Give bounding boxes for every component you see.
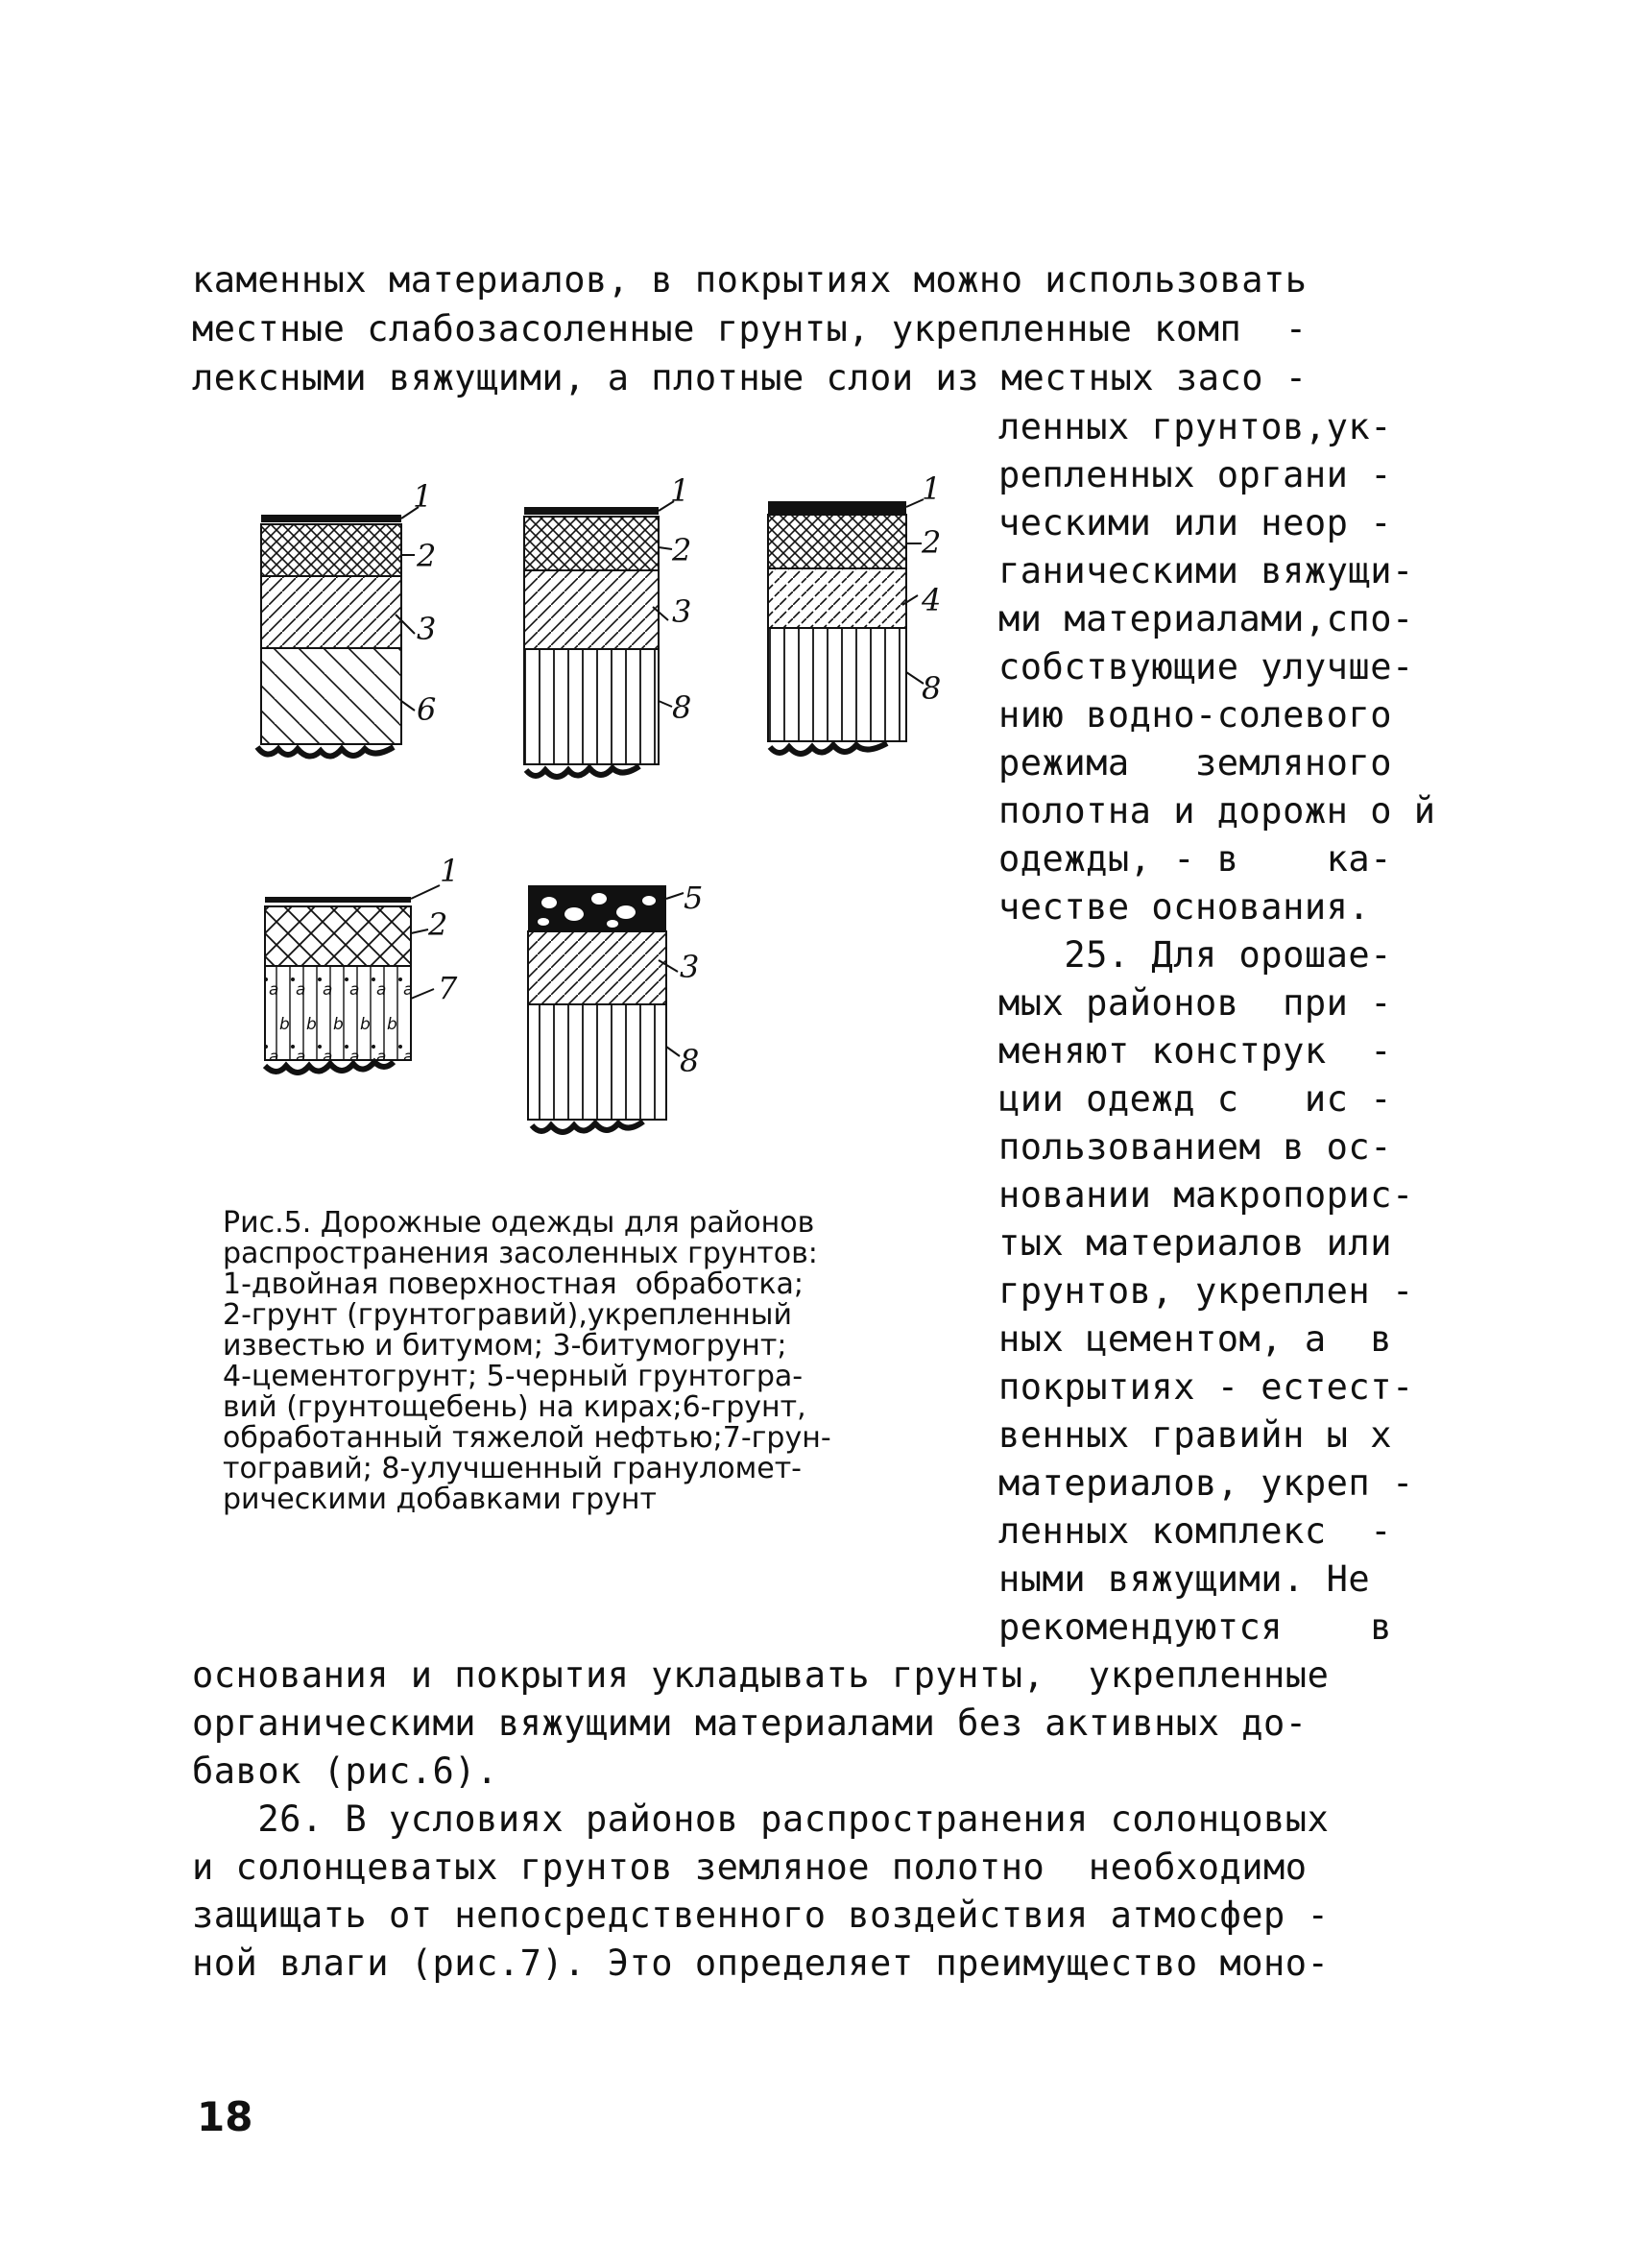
- text-line: собствующие улучше-: [998, 646, 1414, 688]
- text-line: материалов, укреп -: [998, 1462, 1414, 1504]
- text-line: грунтов, укреплен -: [998, 1270, 1414, 1312]
- caption-line: 2-грунт (грунтогравий),укрепленный: [223, 1298, 792, 1332]
- text-line: покрытиях - естест-: [998, 1366, 1414, 1408]
- text-line: ми материалами,спо-: [998, 598, 1414, 639]
- layer-label: 2: [417, 538, 437, 574]
- text-line: ленных грунтов,ук-: [998, 406, 1392, 447]
- text-line: нию водно-солевого: [998, 694, 1392, 736]
- layer-label: 1: [670, 472, 690, 509]
- section-1: [257, 478, 436, 757]
- caption-line: распространения засоленных грунтов:: [223, 1237, 818, 1270]
- layer-label: 3: [672, 593, 692, 630]
- text-line: лексными вяжущими, а плотные слои из местных засо -: [192, 357, 1308, 398]
- layer-label: 1: [413, 478, 433, 515]
- caption-line: 1-двойная поверхностная обработка;: [223, 1267, 804, 1301]
- text-line: 26. В условиях районов распространения солонцовых: [192, 1798, 1330, 1840]
- text-line: защищать от непосредственного воздействия атмосфер -: [192, 1894, 1330, 1936]
- layer-label: 2: [428, 906, 448, 943]
- text-line: местные слабозасоленные грунты, укрепленные комп -: [192, 308, 1308, 350]
- text-line: новании макропорис-: [998, 1174, 1414, 1216]
- text-line: и солонцеватых грунтов земляное полотно необходимо: [192, 1846, 1308, 1888]
- section-2: [524, 472, 691, 777]
- layer-label: 2: [922, 524, 942, 561]
- section-3: [768, 470, 941, 754]
- page-number: 18: [197, 2093, 253, 2140]
- caption-line: известью и битумом; 3-битумогрунт;: [223, 1329, 787, 1363]
- layer-label: 8: [922, 670, 942, 707]
- text-line: ной влаги (рис.7). Это определяет преимущество моно-: [192, 1942, 1330, 1984]
- layer-label: 3: [680, 949, 700, 985]
- layer-label: 4: [922, 582, 942, 618]
- section-5: [528, 880, 703, 1132]
- text-line: полотна и дорожн о й: [998, 790, 1436, 832]
- layer-label: 8: [672, 689, 692, 726]
- text-line: режима земляного: [998, 742, 1392, 784]
- caption-line: вий (грунтощебень) на кирах;6-грунт,: [223, 1390, 806, 1424]
- caption-line: обработанный тяжелой нефтью;7-грун-: [223, 1421, 831, 1455]
- text-line: честве основания.: [998, 886, 1371, 928]
- caption-line: рическими добавками грунт: [223, 1483, 657, 1516]
- text-line: 25. Для орошае-: [998, 934, 1392, 976]
- text-line: ных цементом, а в: [998, 1318, 1392, 1360]
- text-line: бавок (рис.6).: [192, 1750, 498, 1792]
- text-line: мых районов при -: [998, 982, 1392, 1024]
- text-line: одежды, - в ка-: [998, 838, 1392, 880]
- text-line: каменных материалов, в покрытиях можно использовать: [192, 259, 1308, 301]
- layer-label: 5: [684, 880, 704, 916]
- text-line: тых материалов или: [998, 1222, 1392, 1264]
- text-line: ленных комплекс -: [998, 1510, 1392, 1552]
- text-line: ными вяжущими. Не: [998, 1558, 1371, 1600]
- layer-label: 1: [440, 853, 460, 889]
- text-line: репленных органи -: [998, 454, 1392, 495]
- text-line: ческими или неор -: [998, 502, 1392, 543]
- layer-label: 1: [922, 470, 942, 507]
- layer-label: 8: [680, 1043, 700, 1079]
- caption-line: тогравий; 8-улучшенный грануломет-: [223, 1452, 802, 1485]
- text-line: основания и покрытия укладывать грунты, укрепленные: [192, 1654, 1330, 1696]
- layer-label: 6: [417, 691, 437, 728]
- layer-label: 3: [417, 611, 437, 647]
- text-line: ганическими вяжущи-: [998, 550, 1414, 591]
- section-4: [265, 853, 459, 1073]
- caption-line: Рис.5. Дорожные одежды для районов: [223, 1206, 815, 1240]
- layer-label: 2: [672, 532, 692, 568]
- text-line: венных гравийн ы х: [998, 1414, 1392, 1456]
- text-line: ции одежд с ис -: [998, 1078, 1392, 1120]
- caption-line: 4-цементогрунт; 5-черный грунтогра-: [223, 1360, 804, 1393]
- text-line: органическими вяжущими материалами без активных до-: [192, 1702, 1308, 1744]
- text-line: пользованием в ос-: [998, 1126, 1392, 1168]
- layer-label: 7: [438, 970, 458, 1006]
- text-line: меняют конструк -: [998, 1030, 1392, 1072]
- text-line: рекомендуются в: [998, 1606, 1392, 1648]
